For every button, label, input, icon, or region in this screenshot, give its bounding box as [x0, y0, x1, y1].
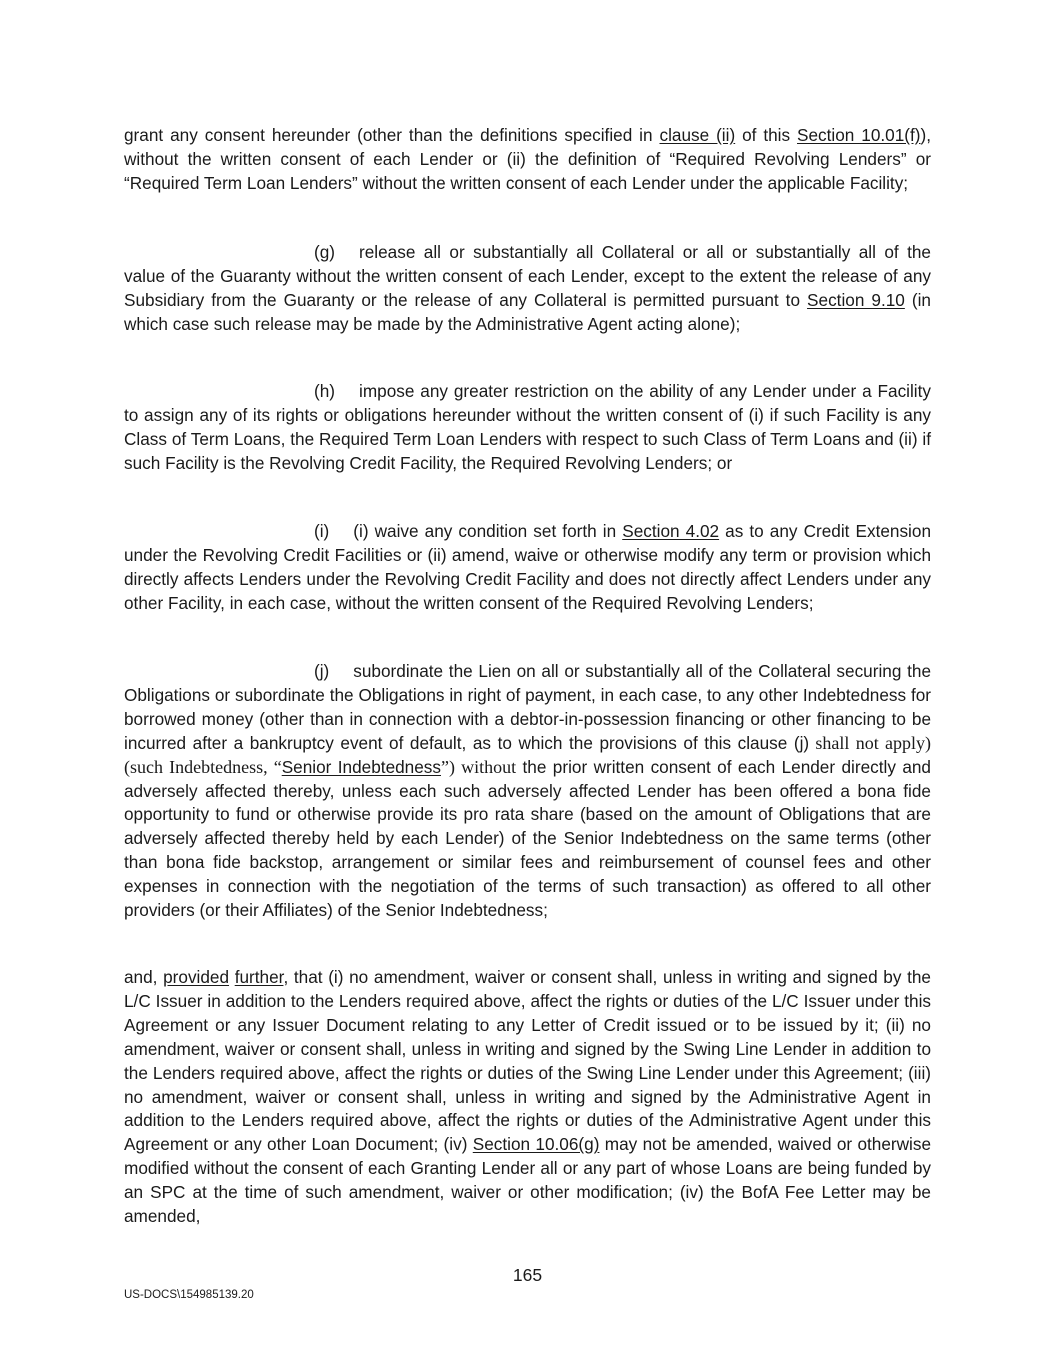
clause-label: (g)	[314, 242, 336, 262]
text-run: the prior written consent of each Lender directly and adversely affected thereby, unless each such adversely affected Lender has been offered a bona fide opportunity to fund or otherwise provide its pro rata share (based on the amount of Obligations that are adversely affected thereby held by each Lender) of the Senior Indebtedness on the same terms (other than bona fide backstop, arrangement or similar fees and reimbursement of counsel fees and other expenses in connection with the negotiation of the terms of such transaction) as offered to all other providers (or their Affiliates) of the Senior Indebtedness;	[124, 756, 931, 921]
clause-label: (h)	[314, 381, 336, 401]
text-run: , that (i) no amendment, waiver or consent shall, unless in writing and signed by the L/C Issuer in addition to the Lenders required above, affect the rights or duties of the L/C Issuer under this Agreement or any Issuer Document relating to any Letter of Credit issued or to be issued by it; (ii) no amendment, waiver or consent shall, unless in writing and signed by the Swing Line Lender in addition to the Lenders required above, affect the rights or duties of the Swing Line Lender under this Agreement; (iii) no amendment, waiver or consent shall, unless in writing and signed by the Administrative Agent in addition to the Lenders required above, affect the rights or duties of the Administrative Agent under this Agreement or any other Loan Document; (iv)	[124, 967, 931, 1155]
text-run: and,	[124, 967, 164, 987]
text-run: release all or substantially all Collateral or all or substantially all of the value of the Guaranty without the written consent of each Lender, except to the extent the release of any Subsidiary from the Guaranty or the release of any Collateral is permitted pursuant to	[124, 242, 931, 310]
defined-term: Senior Indebtedness	[281, 756, 441, 777]
page-number: 165	[512, 1265, 543, 1285]
emphasis-term: provided	[163, 967, 230, 987]
clause-i	[124, 520, 931, 616]
text-run: ”) without	[441, 756, 517, 777]
text-run: may not be amended, waived or otherwise modified without the consent of each Granting Lender all or any part of whose Loans are being funded by an SPC at the time of such amendment, waiver or other modification; (iv) the BofA Fee Letter may be amended,	[124, 1134, 932, 1227]
paragraph-proviso	[124, 966, 931, 1229]
paragraph-continuation	[124, 124, 931, 196]
cross-reference: Section 10.01(f)	[797, 125, 921, 145]
cross-reference: Section 4.02	[622, 521, 720, 541]
cross-reference: clause (ii)	[659, 125, 736, 145]
document-id: US-DOCS\154985139.20	[124, 1289, 254, 1301]
text-run: as to any Credit Extension under the Revolving Credit Facilities or (ii) amend, waive or otherwise modify any term or provision which directly affects Lenders under the Revolving Credit Facility and does not directly affect Lenders under any other Facility, in each case, without the written consent of the Required Revolving Lenders;	[124, 521, 931, 613]
text-run: shall not apply) (such Indebtedness, “	[124, 732, 931, 777]
cross-reference: Section 10.06(g)	[472, 1134, 600, 1155]
text-run: (i) waive any condition set forth in	[353, 521, 623, 541]
clause-label: (i)	[314, 521, 330, 541]
clause-h	[124, 380, 931, 476]
text-run: (in which case such release may be made by the Administrative Agent acting alone);	[124, 289, 931, 334]
text-run: subordinate the Lien on all or substantially all of the Collateral securing the Obligations or subordinate the Obligations in right of payment, in each case, to any other Indebtedness for borrowed money (other than in connection with a debtor-in-possession financing or other financing to be incurred after a bankruptcy event of default, as to which the provisions of this clause (j)	[124, 661, 931, 753]
emphasis-term: further	[234, 967, 284, 987]
text-run: ), without the written consent of each Lender or (ii) the definition of “Required Revolving Lenders” or “Required Term Loan Lenders” without the written consent of each Lender under the applicable Facility;	[124, 125, 931, 193]
text-run: grant any consent hereunder (other than the definitions specified in	[124, 125, 660, 145]
clause-j	[124, 660, 931, 923]
text-run: of this	[735, 125, 798, 145]
clause-label: (j)	[314, 661, 330, 681]
clause-g	[124, 241, 931, 337]
cross-reference: Section 9.10	[807, 289, 905, 310]
text-run: impose any greater restriction on the ability of any Lender under a Facility to assign any of its rights or obligations hereunder without the written consent of (i) if such Facility is any Class of Term Loans, the Required Term Loan Lenders with respect to such Class of Term Loans and (ii) if such Facility is the Revolving Credit Facility, the Required Revolving Lenders; or	[124, 381, 931, 473]
